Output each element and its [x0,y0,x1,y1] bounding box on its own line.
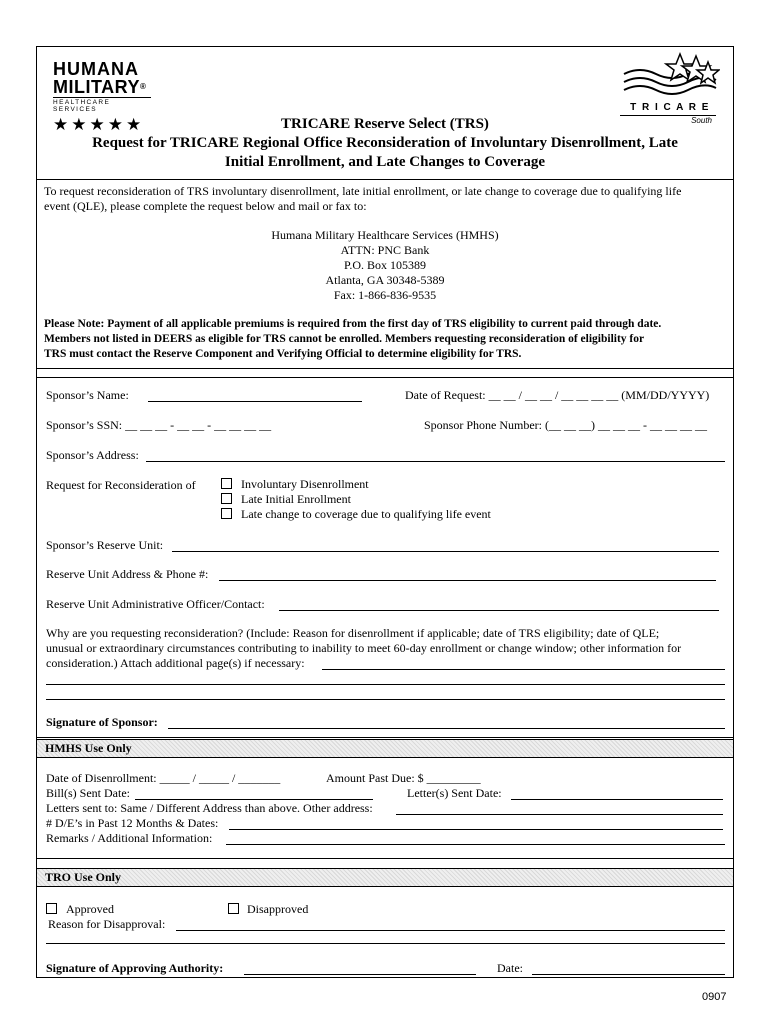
reason-disapproval-field-1[interactable] [176,930,725,931]
involuntary-disenrollment-checkbox[interactable] [221,478,232,489]
letters-sent-date-field[interactable] [511,799,723,800]
hmhs-heading-bar [37,740,733,758]
sponsor-address-field[interactable] [146,461,725,462]
form-subtitle-line2: Initial Enrollment, and Late Changes to Coverage [224,154,546,170]
sponsor-address-label: Sponsor’s Address: [46,448,139,462]
admin-officer-label: Reserve Unit Administrative Officer/Contact: [46,597,265,611]
sponsor-ssn-field[interactable]: Sponsor’s SSN: __ __ __ - __ __ - __ __ __ __ [46,418,272,432]
approving-signature-label: Signature of Approving Authority: [46,961,224,975]
reason-field-1[interactable] [322,669,725,670]
note-line2: Members not listed in DEERS as eligible for TRS cannot be enrolled. Members requesting reconsideration of eligibility for [44,333,645,345]
stars-icon: ★★★★★ [53,115,145,134]
de-past-field[interactable] [229,829,723,830]
tricare-wordmark: T R I C A R E [630,102,710,113]
sponsor-signature-field[interactable] [168,728,725,729]
remarks-field[interactable] [226,844,725,845]
registered-mark: ® [140,82,147,91]
form-subtitle-line1: Request for TRICARE Regional Office Reconsideration of Involuntary Disenrollment, Late [92,135,678,151]
involuntary-disenrollment-label: Involuntary Disenrollment [241,477,369,491]
why-line1: Why are you requesting reconsideration? (Include: Reason for disenrollment if applicable; date of TRS eligibility; date of QLE; [46,626,660,640]
reason-field-3[interactable] [46,699,725,700]
military-wordmark: MILITARY [53,77,140,97]
late-change-coverage-checkbox[interactable] [221,508,232,519]
reserve-unit-label: Sponsor’s Reserve Unit: [46,538,164,552]
address-line: ATTN: PNC Bank [340,243,430,257]
intro-line2: event (QLE), please complete the request below and mail or fax to: [44,199,367,213]
humana-wordmark: HUMANA [53,59,139,79]
sponsor-signature-label: Signature of Sponsor: [46,715,158,729]
late-change-coverage-label: Late change to coverage due to qualifying life event [241,507,491,521]
letters-sent-to-field[interactable] [396,814,723,815]
reason-disapproval-label: Reason for Disapproval: [48,917,166,931]
sponsor-name-field[interactable] [148,401,362,402]
approved-label: Approved [66,902,114,916]
note-line1: Please Note: Payment of all applicable premiums is required from the first day of TRS eligibility to current paid through date. [44,318,662,330]
tricare-emblem-icon [620,52,720,98]
mailing-address [36,228,734,303]
address-line: Atlanta, GA 30348-5389 [325,273,445,287]
why-line2: unusual or extraordinary circumstances contributing to inability to meet 60-day enrollment or change window; other information for [46,641,682,655]
date-disenrollment-field[interactable]: Date of Disenrollment: _____ / _____ / _______ [46,771,281,785]
approving-date-field[interactable] [532,974,725,975]
hmhs-heading: HMHS Use Only [45,741,132,755]
reason-field-2[interactable] [46,684,725,685]
remarks-label: Remarks / Additional Information: [46,831,213,845]
request-reconsideration-label: Request for Reconsideration of [46,478,196,492]
reserve-unit-field[interactable] [172,551,719,552]
form-title: TRICARE Reserve Select (TRS) [281,116,489,132]
disapproved-label: Disapproved [247,902,309,916]
late-initial-enrollment-checkbox[interactable] [221,493,232,504]
reason-disapproval-field-2[interactable] [46,943,725,944]
fax-number: Fax: 1-866-836-9535 [333,288,437,302]
late-initial-enrollment-label: Late Initial Enrollment [241,492,351,506]
address-line: P.O. Box 105389 [343,258,426,272]
tricare-logo [620,52,720,126]
note-line3: TRS must contact the Reserve Component and Verifying Official to determine eligibility for TRS. [44,348,522,360]
reserve-unit-address-field[interactable] [219,580,716,581]
amount-past-due-field[interactable]: Amount Past Due: $ _________ [326,771,481,785]
why-line3: consideration.) Attach additional page(s) if necessary: [46,656,305,670]
disapproved-checkbox[interactable] [228,903,239,914]
approving-date-label: Date: [497,961,523,975]
letters-sent-date-label: Letter(s) Sent Date: [407,786,502,800]
tro-heading: TRO Use Only [45,870,122,884]
form-version-code: 0907 [702,991,727,1003]
sponsor-name-label: Sponsor’s Name: [46,388,129,402]
bills-sent-field[interactable] [135,799,373,800]
address-line: Humana Military Healthcare Services (HMHS) [271,228,499,242]
de-past-label: # D/E’s in Past 12 Months & Dates: [46,816,219,830]
approved-checkbox[interactable] [46,903,57,914]
date-of-request-field[interactable]: Date of Request: __ __ / __ __ / __ __ __ __ (MM/DD/YYYY) [405,388,710,402]
tricare-region: South [691,116,712,125]
admin-officer-field[interactable] [279,610,719,611]
approving-signature-field[interactable] [244,974,476,975]
healthcare-services-text: HEALTHCARE SERVICES [53,97,151,113]
intro-line1: To request reconsideration of TRS involuntary disenrollment, late initial enrollment, or late change to coverage due to qualifying life [44,184,682,198]
tro-heading-bar [37,869,733,887]
letters-sent-to-label: Letters sent to: Same / Different Address than above. Other address: [46,801,373,815]
reserve-unit-address-label: Reserve Unit Address & Phone #: [46,567,209,581]
bills-sent-label: Bill(s) Sent Date: [46,786,130,800]
sponsor-phone-field[interactable]: Sponsor Phone Number: (__ __ __) __ __ __ - __ __ __ __ [424,418,707,432]
